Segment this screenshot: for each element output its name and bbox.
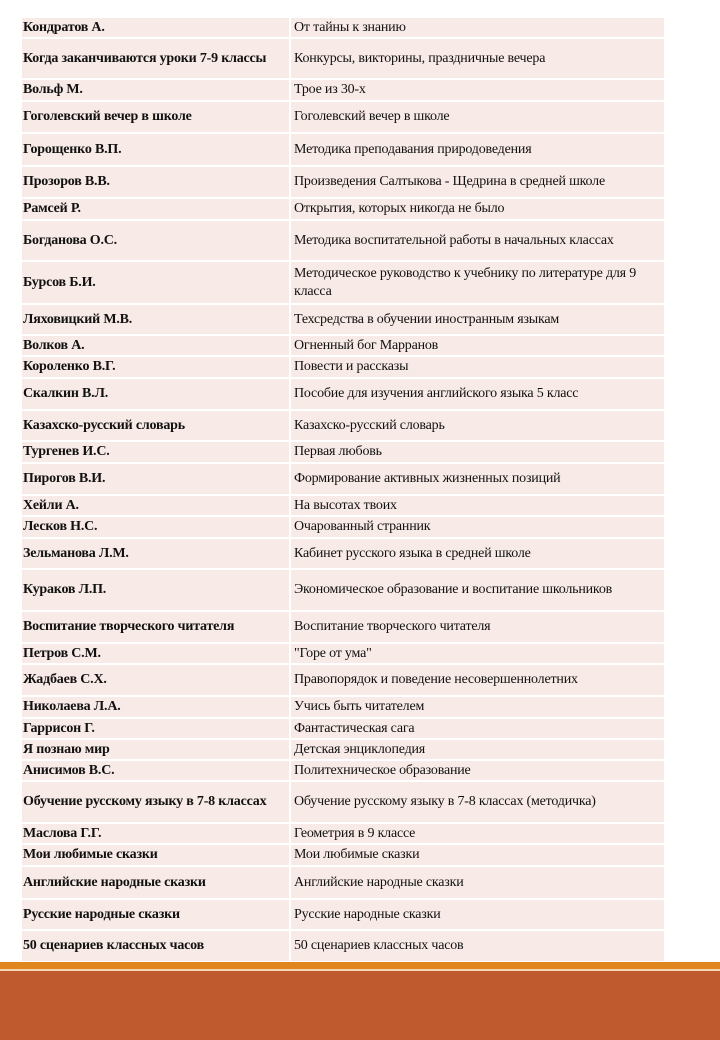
table-row [21,899,665,930]
author-cell: Скалкин В.Л. [21,378,290,410]
author-cell: Хейли А. [21,495,290,516]
author-cell: Русские народные сказки [21,899,290,930]
author-cell: Маслова Г.Г. [21,823,290,844]
table-row [21,538,665,569]
title-cell: Политехническое образование [290,760,665,781]
table-row [21,17,665,38]
title-cell: 50 сценариев классных часов [290,930,665,962]
title-cell: Формирование активных жизненных позиций [290,463,665,495]
table-row [21,261,665,304]
author-cell: Пирогов В.И. [21,463,290,495]
title-cell: Конкурсы, викторины, праздничные вечера [290,38,665,79]
table-row [21,198,665,220]
title-cell: Очарованный странник [290,516,665,538]
table-row [21,739,665,760]
table-row [21,611,665,643]
title-cell: Правопорядок и поведение несовершеннолетних [290,664,665,696]
title-cell: Трое из 30-х [290,79,665,101]
author-cell: Волков А. [21,335,290,356]
table-row [21,495,665,516]
title-cell: Кабинет русского языка в средней школе [290,538,665,569]
title-cell: Повести и рассказы [290,356,665,378]
title-cell: Английские народные сказки [290,866,665,899]
title-cell: Русские народные сказки [290,899,665,930]
table-row [21,718,665,739]
author-cell: Жадбаев С.Х. [21,664,290,696]
table-row [21,844,665,866]
author-cell: Короленко В.Г. [21,356,290,378]
title-cell: Мои любимые сказки [290,844,665,866]
title-cell: Методическое руководство к учебнику по литературе для 9 класса [290,261,665,304]
author-cell: Зельманова Л.М. [21,538,290,569]
title-cell: На высотах твоих [290,495,665,516]
author-cell: Петров С.М. [21,643,290,664]
title-cell: Учись быть читателем [290,696,665,718]
title-cell: Открытия, которых никогда не было [290,198,665,220]
table-row [21,463,665,495]
table-row [21,356,665,378]
table-row [21,569,665,611]
table-row [21,166,665,198]
title-cell: Воспитание творческого читателя [290,611,665,643]
table-row [21,304,665,335]
author-cell: Николаева Л.А. [21,696,290,718]
title-cell: Методика преподавания природоведения [290,133,665,166]
title-cell: Пособие для изучения английского языка 5 класс [290,378,665,410]
footer-band [0,971,720,1040]
title-cell: Огненный бог Марранов [290,335,665,356]
author-cell: Рамсей Р. [21,198,290,220]
table-row [21,133,665,166]
author-cell: Обучение русскому языку в 7-8 классах [21,781,290,823]
author-cell: Когда заканчиваются уроки 7-9 классы [21,38,290,79]
author-cell: Богданова О.С. [21,220,290,261]
table-row [21,38,665,79]
author-cell: Мои любимые сказки [21,844,290,866]
author-cell: Казахско-русский словарь [21,410,290,441]
books-table [20,16,666,963]
table-row [21,696,665,718]
table-row [21,335,665,356]
author-cell: Гоголевский вечер в школе [21,101,290,133]
table-row [21,930,665,962]
author-cell: Вольф М. [21,79,290,101]
author-cell: 50 сценариев классных часов [21,930,290,962]
table-row [21,760,665,781]
title-cell: Фантастическая сага [290,718,665,739]
title-cell: Экономическое образование и воспитание школьников [290,569,665,611]
table-row [21,79,665,101]
table-row [21,823,665,844]
author-cell: Кураков Л.П. [21,569,290,611]
author-cell: Бурсов Б.И. [21,261,290,304]
author-cell: Гаррисон Г. [21,718,290,739]
table-row [21,378,665,410]
title-cell: Геометрия в 9 классе [290,823,665,844]
table-row [21,220,665,261]
author-cell: Горощенко В.П. [21,133,290,166]
title-cell: Казахско-русский словарь [290,410,665,441]
title-cell: Техсредства в обучении иностранным языкам [290,304,665,335]
table-row [21,866,665,899]
author-cell: Прозоров В.В. [21,166,290,198]
footer-orange-stripe [0,962,720,969]
author-cell: Кондратов А. [21,17,290,38]
title-cell: Первая любовь [290,441,665,463]
title-cell: "Горе от ума" [290,643,665,664]
table-row [21,781,665,823]
title-cell: Детская энциклопедия [290,739,665,760]
author-cell: Я познаю мир [21,739,290,760]
title-cell: Произведения Салтыкова - Щедрина в средней школе [290,166,665,198]
table-row [21,441,665,463]
author-cell: Английские народные сказки [21,866,290,899]
table-row [21,516,665,538]
title-cell: Гоголевский вечер в школе [290,101,665,133]
table-row [21,410,665,441]
title-cell: От тайны к знанию [290,17,665,38]
author-cell: Тургенев И.С. [21,441,290,463]
title-cell: Методика воспитательной работы в начальных классах [290,220,665,261]
author-cell: Ляховицкий М.В. [21,304,290,335]
author-cell: Воспитание творческого читателя [21,611,290,643]
author-cell: Лесков Н.С. [21,516,290,538]
table-row [21,643,665,664]
table-row [21,664,665,696]
table-row [21,101,665,133]
author-cell: Анисимов В.С. [21,760,290,781]
title-cell: Обучение русскому языку в 7-8 классах (методичка) [290,781,665,823]
